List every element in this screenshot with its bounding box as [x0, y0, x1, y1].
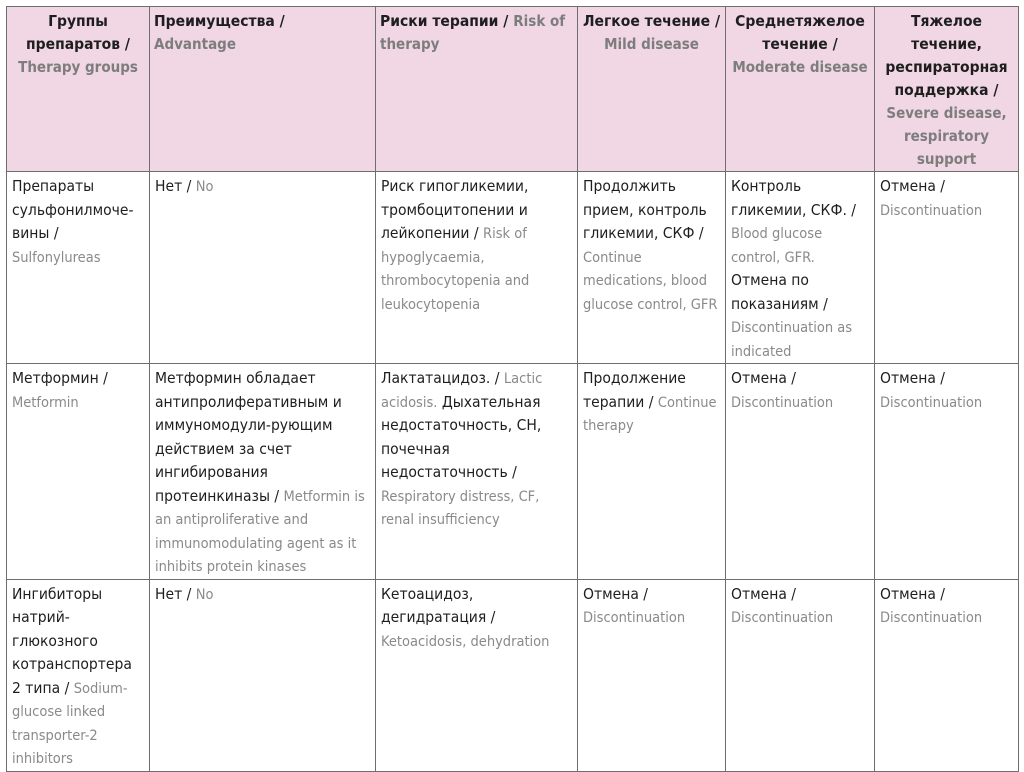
- header-mild: Легкое течение / Mild disease: [578, 7, 726, 172]
- table-row-sglt2-inhibitors: [7, 579, 1019, 771]
- cell-advantage: Метформин обладает антипролиферативным и иммуномодули-рующим действием за счет ингибирования протеинкиназы / Metformin is an antiproliferative and immunomodulating agent as it inhibits protein kinases: [150, 364, 376, 580]
- header-moderate: Среднетяжелое течение / Moderate disease: [726, 7, 875, 172]
- table-row-metformin: [7, 364, 1019, 580]
- cell-risk: Риск гипогликемии, тромбоцитопении и лейкопении / Risk of hypoglycaemia, thrombocytopenia and leukocytopenia: [376, 172, 578, 364]
- cell-mild: Отмена / Discontinuation: [578, 579, 726, 771]
- cell-mild: Продолжение терапии / Continue therapy: [578, 364, 726, 580]
- header-row: [7, 7, 1019, 172]
- header-advantage: Преимущества / Advantage: [150, 7, 376, 172]
- header-severe: Тяжелое течение, респираторная поддержка / Severe disease, respiratory support: [875, 7, 1019, 172]
- cell-moderate: Отмена / Discontinuation: [726, 579, 875, 771]
- cell-severe: Отмена / Discontinuation: [875, 579, 1019, 771]
- therapy-table: [6, 6, 1019, 772]
- cell-risk: Лактатацидоз. / Lactic acidosis. Дыхательная недостаточность, СН, почечная недостаточность / Respiratory distress, CF, renal insufficiency: [376, 364, 578, 580]
- cell-advantage: Нет / No: [150, 579, 376, 771]
- cell-severe: Отмена / Discontinuation: [875, 172, 1019, 364]
- cell-advantage: Нет / No: [150, 172, 376, 364]
- cell-group: Ингибиторы натрий-глюкозного котранспортера 2 типа / Sodium-glucose linked transporter-2 inhibitors: [7, 579, 150, 771]
- cell-moderate: Отмена / Discontinuation: [726, 364, 875, 580]
- cell-severe: Отмена / Discontinuation: [875, 364, 1019, 580]
- header-risk: Риски терапии / Risk of therapy: [376, 7, 578, 172]
- table-row-sulfonylureas: [7, 172, 1019, 364]
- cell-risk: Кетоацидоз, дегидратация / Ketoacidosis, dehydration: [376, 579, 578, 771]
- header-therapy-groups: Группы препаратов / Therapy groups: [7, 7, 150, 172]
- cell-mild: Продолжить прием, контроль гликемии, СКФ / Continue medications, blood glucose control, GFR: [578, 172, 726, 364]
- cell-moderate: Контроль гликемии, СКФ. / Blood glucose control, GFR. Отмена по показаниям / Discontinuation as indicated: [726, 172, 875, 364]
- cell-group: Метформин / Metformin: [7, 364, 150, 580]
- cell-group: Препараты сульфонилмоче-вины / Sulfonylureas: [7, 172, 150, 364]
